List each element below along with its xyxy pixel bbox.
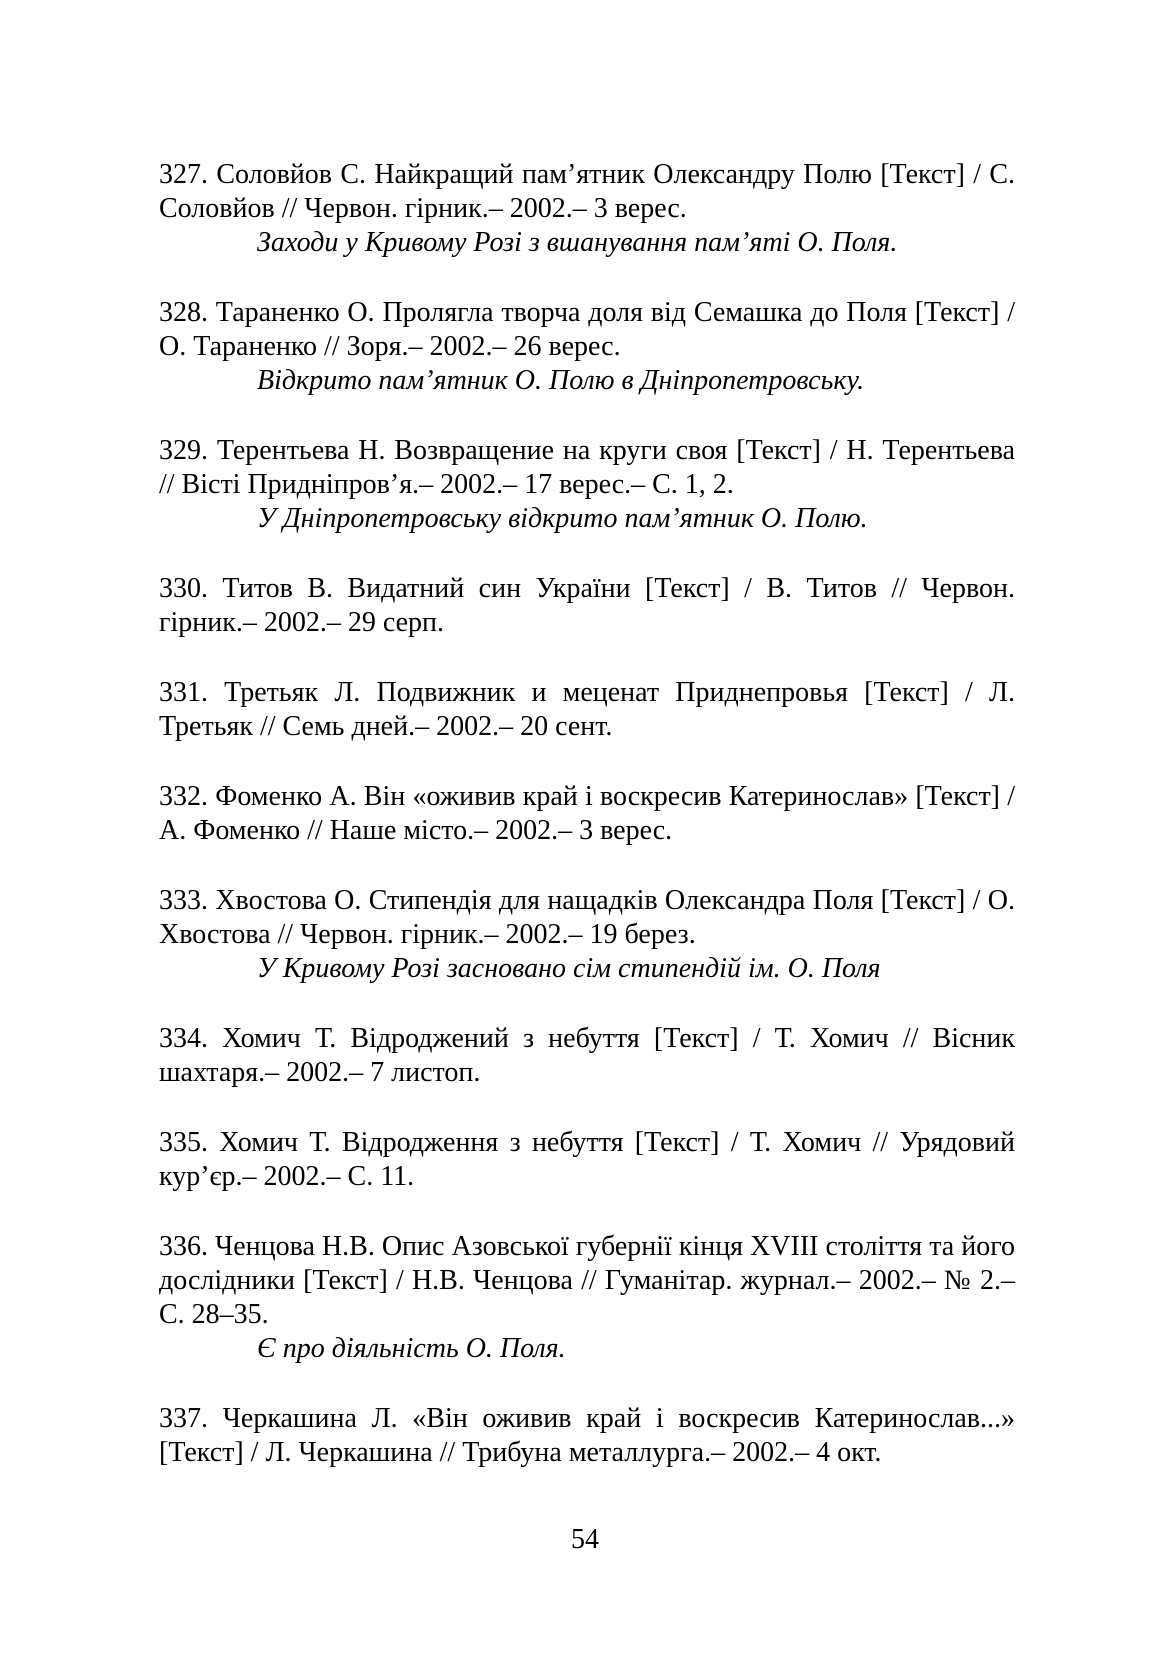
entry-annotation: У Кривому Розі засновано сім стипендій ім. О. Поля [257, 953, 881, 984]
bibliography-entry-332 [159, 780, 1015, 848]
entry-text: 335. Хомич Т. Відродження з небуття [Текст] / Т. Хомич // Урядовий кур’єр.– 2002.– С. 11. [159, 1127, 1015, 1192]
entry-text: 333. Хвостова О. Стипендія для нащадків Олександра Поля [Текст] / О. Хвостова // Червон. гірник.– 2002.– 19 берез. [159, 885, 1015, 950]
entry-text: 332. Фоменко А. Він «оживив край і воскресив Катеринослав» [Текст] / А. Фоменко // Наше місто.– 2002.– 3 верес. [159, 781, 1015, 846]
bibliography-entry-327 [159, 158, 1015, 260]
entry-annotation: Заходи у Кривому Розі з вшанування пам’яті О. Поля. [257, 227, 898, 258]
entry-text: 331. Третьяк Л. Подвижник и меценат Приднепровья [Текст] / Л. Третьяк // Семь дней.– 2002.– 20 сент. [159, 677, 1015, 742]
bibliography-entry-329 [159, 434, 1015, 536]
bibliography-entry-334 [159, 1022, 1015, 1090]
entry-annotation: У Дніпропетровську відкрито пам’ятник О. Полю. [257, 503, 868, 534]
bibliography-list [159, 158, 1015, 1506]
entry-annotation: Є про діяльність О. Поля. [257, 1333, 566, 1364]
entry-text: 334. Хомич Т. Відроджений з небуття [Текст] / Т. Хомич // Вісник шахтаря.– 2002.– 7 листоп. [159, 1023, 1015, 1088]
entry-annotation: Відкрито пам’ятник О. Полю в Дніпропетровську. [257, 365, 865, 396]
bibliography-entry-337 [159, 1402, 1015, 1470]
bibliography-entry-330 [159, 572, 1015, 640]
bibliography-entry-331 [159, 676, 1015, 744]
entry-text: 328. Тараненко О. Пролягла творча доля від Семашка до Поля [Текст] / О. Тараненко // Зоря.– 2002.– 26 верес. [159, 297, 1015, 362]
bibliography-entry-336 [159, 1230, 1015, 1366]
entry-text: 336. Ченцова Н.В. Опис Азовської губернії кінця XVIII століття та його дослідники [Текст] / Н.В. Ченцова // Гуманітар. журнал.– 2002.– № 2.– С. 28–35. [159, 1231, 1015, 1330]
bibliography-entry-335 [159, 1126, 1015, 1194]
entry-text: 327. Соловйов С. Найкращий пам’ятник Олександру Полю [Текст] / С. Соловйов // Червон. гірник.– 2002.– 3 верес. [159, 159, 1015, 224]
page-number: 54 [571, 1524, 599, 1555]
bibliography-entry-328 [159, 296, 1015, 398]
entry-text: 337. Черкашина Л. «Він оживив край і воскресив Катеринослав...» [Текст] / Л. Черкашина // Трибуна металлурга.– 2002.– 4 окт. [159, 1403, 1015, 1468]
entry-text: 330. Титов В. Видатний син України [Текст] / В. Титов // Червон. гірник.– 2002.– 29 серп. [159, 573, 1015, 638]
entry-text: 329. Терентьева Н. Возвращение на круги своя [Текст] / Н. Терентьева // Вісті Придніпров’я.– 2002.– 17 верес.– С. 1, 2. [159, 435, 1015, 500]
bibliography-entry-333 [159, 884, 1015, 986]
